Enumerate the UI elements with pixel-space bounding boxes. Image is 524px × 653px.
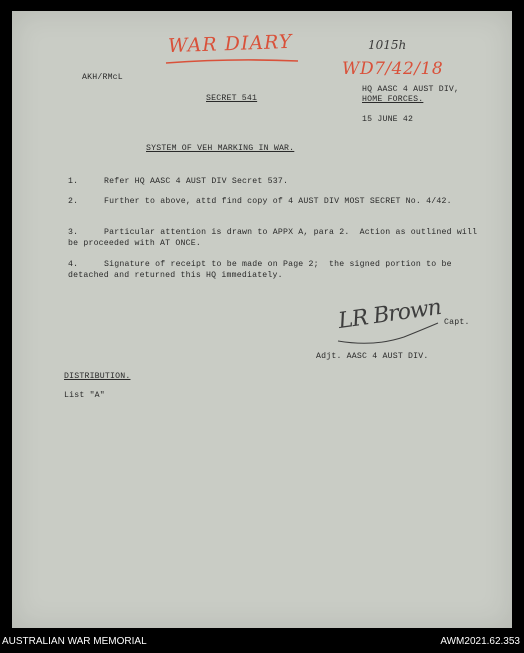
paragraph-3 [68,227,488,249]
distribution-heading: DISTRIBUTION. [64,372,131,381]
document-page [12,11,512,628]
war-diary-stamp: WAR DIARY [167,30,293,58]
paragraph-number: 2. [68,197,79,206]
subject: SYSTEM OF VEH MARKING IN WAR. [146,144,295,153]
handwritten-number: 1015h [368,38,407,52]
handwritten-reference: WD7/42/18 [342,59,444,79]
footer-accession-number: AWM2021.62.353 [440,636,520,647]
stamp-underline [162,57,302,67]
paragraph-text: Particular attention is drawn to APPX A, para 2. Action as outlined will be proceeded with AT ONCE. [68,228,483,248]
paragraph-number: 4. [68,260,79,269]
classification: SECRET 541 [206,94,258,103]
paragraph-1 [68,176,488,187]
signature: LR Brown [336,294,443,335]
paragraph-text: Signature of receipt to be made on Page 2; the signed portion to be detached and returned this HQ immediately. [68,260,457,280]
paragraph-number: 1. [68,177,79,186]
signature-flourish [334,311,444,351]
signatory-title: Adjt. AASC 4 AUST DIV. [316,352,429,361]
paragraph-2 [68,196,488,207]
paragraph-4 [68,259,488,281]
paragraph-text: Refer HQ AASC 4 AUST DIV Secret 537. [104,177,289,186]
paragraph-number: 3. [68,228,79,237]
paragraph-text: Further to above, attd find copy of 4 AUST DIV MOST SECRET No. 4/42. [104,197,452,206]
reference: AKH/RMcL [82,73,123,82]
date: 15 JUNE 42 [362,115,414,124]
footer-institution: AUSTRALIAN WAR MEMORIAL [2,636,147,647]
hq-line-1: HQ AASC 4 AUST DIV, [362,85,460,94]
distribution-list: List "A" [64,391,105,400]
rank: Capt. [444,318,470,327]
hq-line-2: HOME FORCES. [362,95,424,104]
